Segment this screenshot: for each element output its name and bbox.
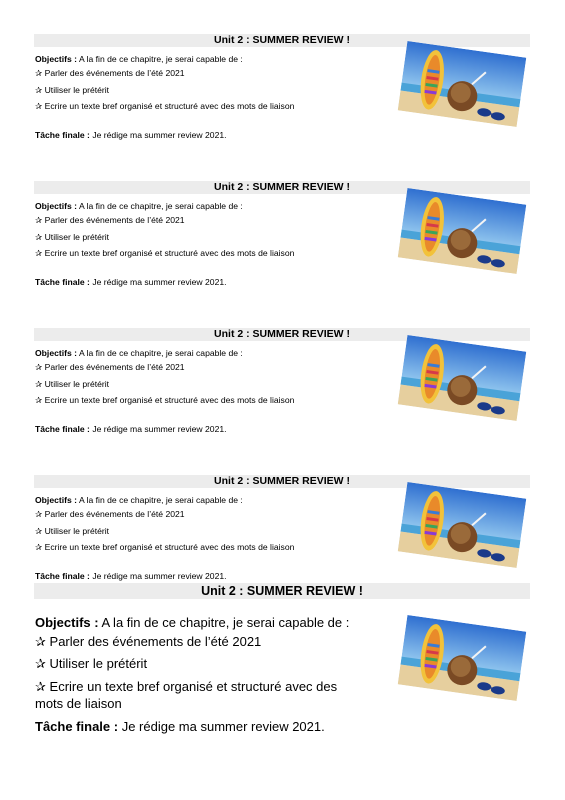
beach-photo-icon	[398, 482, 527, 568]
objectives-line	[35, 495, 243, 506]
objectives-card-2	[0, 181, 565, 311]
objective-item: ✰ Utiliser le prétérit	[35, 656, 148, 671]
final-text: Je rédige ma summer review 2021.	[121, 719, 325, 734]
star-icon: ✰	[35, 232, 43, 242]
final-task	[35, 277, 227, 288]
card-title: Unit 2 : SUMMER REVIEW !	[34, 583, 530, 599]
objective-item: ✰ Parler des événements de l’été 2021	[35, 362, 185, 372]
objectives-line	[35, 201, 243, 212]
objectives-intro: A la fin de ce chapitre, je serai capable de :	[78, 495, 243, 505]
objectives-label: Objectifs :	[35, 495, 78, 505]
beach-photo-icon	[398, 188, 527, 274]
final-task	[35, 571, 227, 582]
star-icon: ✰	[35, 509, 43, 519]
objectives-card-1	[0, 34, 565, 164]
final-text: Je rédige ma summer review 2021.	[92, 424, 227, 434]
objectives-label: Objectifs :	[35, 615, 99, 630]
beach-photo-icon	[398, 41, 527, 127]
star-icon: ✰	[35, 656, 46, 671]
final-label: Tâche finale :	[35, 424, 90, 434]
star-icon: ✰	[35, 379, 43, 389]
final-label: Tâche finale :	[35, 130, 90, 140]
final-task	[35, 130, 227, 141]
final-task	[35, 718, 325, 735]
final-label: Tâche finale :	[35, 719, 119, 734]
objectives-label: Objectifs :	[35, 201, 78, 211]
beach-photo-icon	[398, 615, 527, 701]
star-icon: ✰	[35, 215, 43, 225]
objectives-card-4	[0, 475, 565, 585]
objective-item: ✰ Ecrire un texte bref organisé et structuré avec des mots de liaison	[35, 542, 295, 552]
final-label: Tâche finale :	[35, 571, 90, 581]
objective-item: ✰ Ecrire un texte bref organisé et structuré avec des mots de liaison	[35, 248, 295, 258]
star-icon: ✰	[35, 85, 43, 95]
objective-item: ✰ Parler des événements de l’été 2021	[35, 509, 185, 519]
objective-item: ✰ Utiliser le prétérit	[35, 379, 110, 389]
star-icon: ✰	[35, 542, 43, 552]
final-text: Je rédige ma summer review 2021.	[92, 130, 227, 140]
objectives-intro: A la fin de ce chapitre, je serai capable de :	[78, 348, 243, 358]
objective-item: ✰ Ecrire un texte bref organisé et structuré avec des mots de liaison	[35, 679, 338, 711]
star-icon: ✰	[35, 395, 43, 405]
objectives-line	[35, 54, 243, 65]
objectives-label: Objectifs :	[35, 348, 78, 358]
star-icon: ✰	[35, 68, 43, 78]
objectives-line	[35, 348, 243, 359]
objective-item: ✰ Parler des événements de l’été 2021	[35, 68, 185, 78]
objective-item: ✰ Ecrire un texte bref organisé et structuré avec des mots de liaison	[35, 395, 295, 405]
objective-item: ✰ Utiliser le prétérit	[35, 85, 110, 95]
beach-photo-icon	[398, 335, 527, 421]
objectives-intro: A la fin de ce chapitre, je serai capable de :	[78, 201, 243, 211]
card-title: Unit 2 : SUMMER REVIEW !	[34, 328, 530, 341]
objective-item: ✰ Parler des événements de l’été 2021	[35, 215, 185, 225]
objective-item: ✰ Utiliser le prétérit	[35, 526, 110, 536]
final-text: Je rédige ma summer review 2021.	[92, 571, 227, 581]
star-icon: ✰	[35, 101, 43, 111]
star-icon: ✰	[35, 679, 46, 694]
card-title: Unit 2 : SUMMER REVIEW !	[34, 475, 530, 488]
objectives-intro: A la fin de ce chapitre, je serai capable de :	[101, 615, 350, 630]
objectives-line	[35, 614, 349, 631]
final-label: Tâche finale :	[35, 277, 90, 287]
objectives-label: Objectifs :	[35, 54, 78, 64]
final-text: Je rédige ma summer review 2021.	[92, 277, 227, 287]
star-icon: ✰	[35, 248, 43, 258]
objective-item: ✰ Ecrire un texte bref organisé et structuré avec des mots de liaison	[35, 101, 295, 111]
final-task	[35, 424, 227, 435]
objectives-card-5	[0, 583, 565, 743]
card-title: Unit 2 : SUMMER REVIEW !	[34, 181, 530, 194]
star-icon: ✰	[35, 526, 43, 536]
objective-item: ✰ Utiliser le prétérit	[35, 232, 110, 242]
card-title: Unit 2 : SUMMER REVIEW !	[34, 34, 530, 47]
objectives-card-3	[0, 328, 565, 458]
star-icon: ✰	[35, 634, 46, 649]
star-icon: ✰	[35, 362, 43, 372]
objectives-intro: A la fin de ce chapitre, je serai capable de :	[78, 54, 243, 64]
objective-item: ✰ Parler des événements de l’été 2021	[35, 634, 262, 649]
